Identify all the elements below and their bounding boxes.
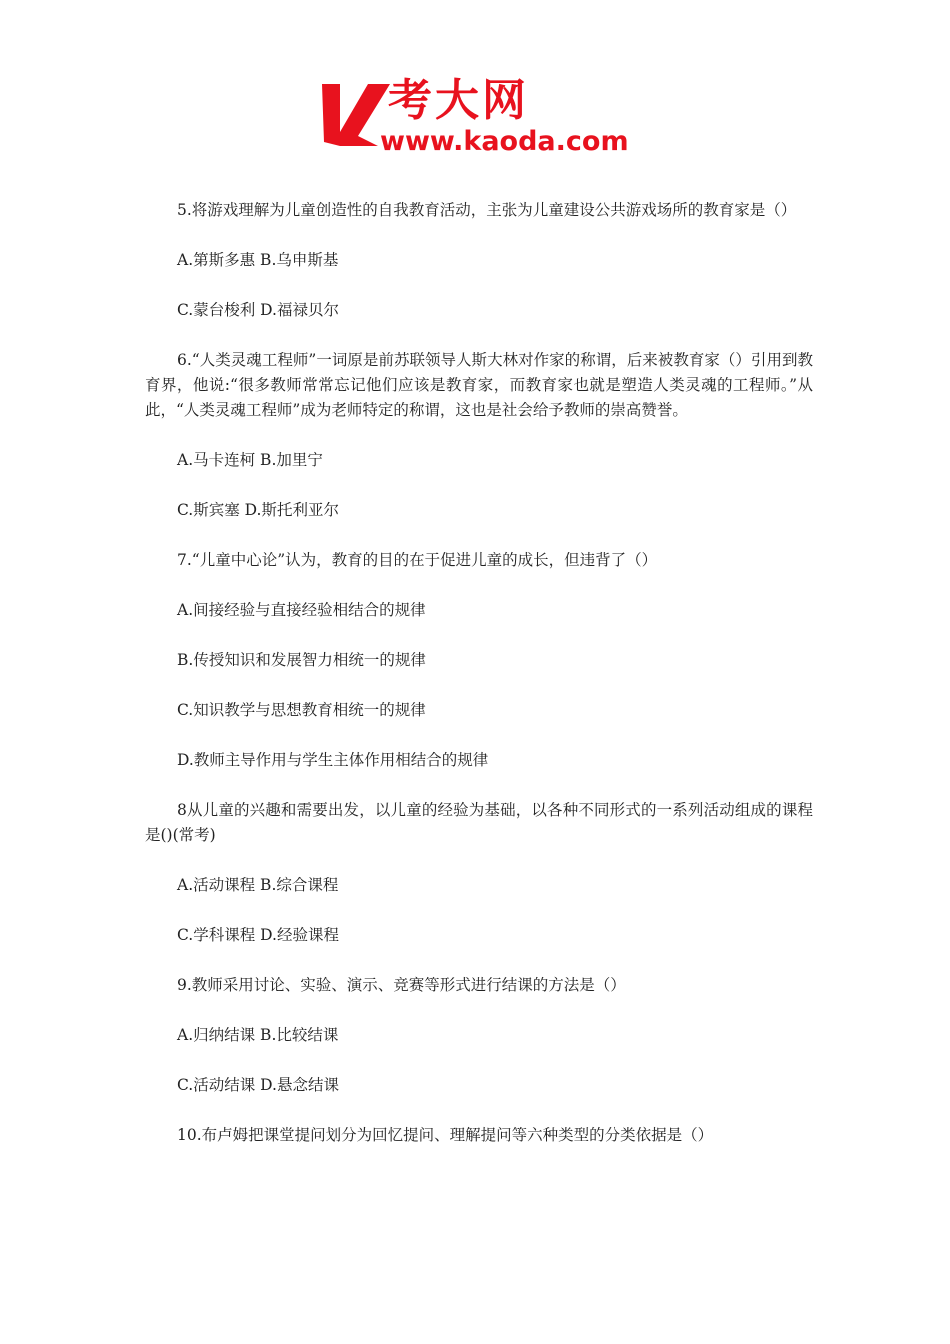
question-9-options-cd: C.活动结课 D.悬念结课	[177, 1076, 339, 1094]
question-9-options-ab: A.归纳结课 B.比较结课	[177, 1026, 339, 1044]
logo-brand-name: 考大网	[388, 75, 529, 126]
question-10-stem: 10.布卢姆把课堂提问划分为回忆提问、理解提问等六种类型的分类依据是（）	[177, 1126, 714, 1144]
question-7-option-b: B.传授知识和发展智力相统一的规律	[177, 651, 426, 669]
kaoda-logo[interactable]	[318, 75, 638, 160]
question-7-option-c: C.知识教学与思想教育相统一的规律	[177, 701, 426, 719]
question-7-stem: 7.“儿童中心论”认为，教育的目的在于促进儿童的成长，但违背了（）	[177, 551, 658, 569]
question-6-stem: 6.“人类灵魂工程师”一词原是前苏联领导人斯大林对作家的称谓，后来被教育家（）引用到教育界，他说:“很多教师常常忘记他们应该是教育家，而教育家也就是塑造人类灵魂的工程师。”从此，“人类灵魂工程师”成为老师特定的称谓，这也是社会给予教师的崇高赞誉。	[145, 351, 813, 419]
question-5-stem: 5.将游戏理解为儿童创造性的自我教育活动，主张为儿童建设公共游戏场所的教育家是（）	[177, 201, 797, 219]
question-8-stem: 8从儿童的兴趣和需要出发，以儿童的经验为基础，以各种不同形式的一系列活动组成的课程是()(常考)	[145, 801, 813, 844]
question-5-options-ab: A.第斯多惠 B.乌申斯基	[177, 251, 339, 269]
question-6-options-cd: C.斯宾塞 D.斯托利亚尔	[177, 501, 339, 519]
question-9-stem: 9.教师采用讨论、实验、演示、竞赛等形式进行结课的方法是（）	[177, 976, 626, 994]
question-5-options-cd: C.蒙台梭利 D.福禄贝尔	[177, 301, 339, 319]
document-body	[145, 198, 813, 1148]
question-8-options-cd: C.学科课程 D.经验课程	[177, 926, 339, 944]
question-6-options-ab: A.马卡连柯 B.加里宁	[177, 451, 323, 469]
question-8-options-ab: A.活动课程 B.综合课程	[177, 876, 339, 894]
logo-brand-url: www.kaoda.com	[380, 126, 629, 157]
question-7-option-a: A.间接经验与直接经验相结合的规律	[177, 601, 426, 619]
question-7-option-d: D.教师主导作用与学生主体作用相结合的规律	[177, 751, 489, 769]
